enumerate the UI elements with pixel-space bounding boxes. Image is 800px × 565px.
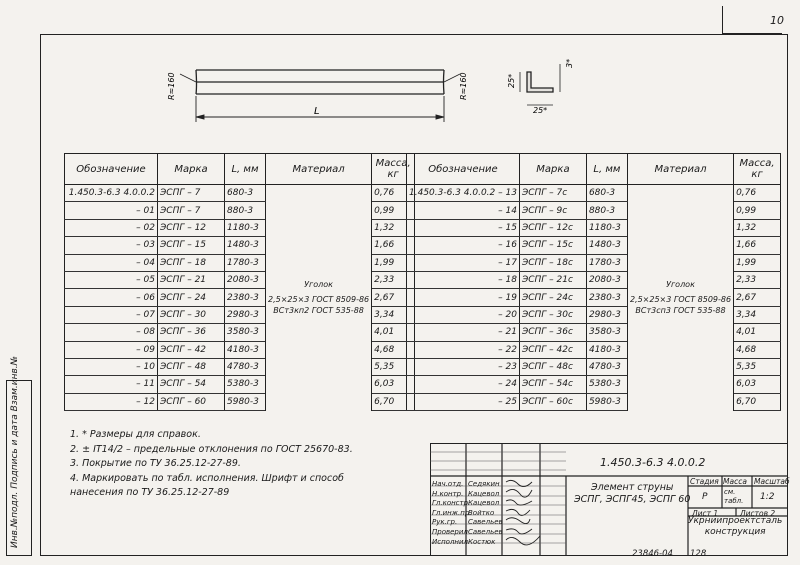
mass-cell: 1,99 [734,254,781,271]
designation-cell: – 24 [407,376,520,393]
mass-cell: 0,76 [734,185,781,202]
length-cell: 2380-3 [225,289,266,306]
note-5: нанесения по ТУ 36.25.12-27-89 [70,487,230,499]
mark-cell: ЭСПГ – 7 [158,185,225,202]
designation-cell: 1.450.3-6.3 4.0.0.2 – 13 [407,185,520,202]
designation-cell: – 05 [65,271,158,288]
length-cell: 1480-3 [225,237,266,254]
designation-cell: – 01 [65,202,158,219]
scale-label: Масштаб [754,477,790,486]
mass-value: см. табл. [724,488,744,505]
mass-cell: 4,01 [372,324,415,341]
designation-cell: – 03 [65,237,158,254]
mark-cell: ЭСПГ – 48 [158,358,225,375]
designation-cell: – 02 [65,219,158,236]
length-cell: 2380-3 [586,289,627,306]
designation-cell: – 07 [65,306,158,323]
mass-cell: 4,68 [734,341,781,358]
designation-cell: – 18 [407,271,520,288]
angle-cross-section [527,72,553,92]
length-cell: 5980-3 [586,393,627,410]
mass-cell: 1,32 [734,219,781,236]
designation-cell: – 11 [65,376,158,393]
designation-cell: – 14 [407,202,520,219]
leg-vertical-label: 25* [507,73,516,88]
spec-table-right [406,153,781,411]
mark-cell: ЭСПГ – 48с [519,358,586,375]
length-cell: 1480-3 [586,237,627,254]
sheets-total: Листов 2 [740,509,776,518]
length-cell: 880-3 [586,202,627,219]
mark-cell: ЭСПГ – 18 [158,254,225,271]
mass-cell: 2,33 [734,271,781,288]
thickness-label: 3* [565,58,574,68]
length-label: L [314,106,320,117]
length-cell: 5380-3 [225,376,266,393]
length-cell: 3580-3 [586,324,627,341]
length-cell: 2080-3 [586,271,627,288]
mark-cell: ЭСПГ – 54 [158,376,225,393]
table-row [407,185,781,202]
mass-cell: 6,70 [372,393,415,410]
length-cell: 1180-3 [225,219,266,236]
mark-cell: ЭСПГ – 7 [158,202,225,219]
header-mark: Марка [158,154,225,185]
length-cell: 5980-3 [225,393,266,410]
radius-left-leader [180,74,196,82]
mark-cell: ЭСПГ – 15 [158,237,225,254]
mass-cell: 3,34 [734,306,781,323]
length-cell: 2980-3 [586,306,627,323]
mass-cell: 5,35 [372,358,415,375]
mark-cell: ЭСПГ – 12 [158,219,225,236]
note-1: 1. * Размеры для справок. [70,429,201,440]
mass-cell: 0,99 [372,202,415,219]
mark-cell: ЭСПГ – 36с [519,324,586,341]
table-row [65,185,415,202]
header-mark: Марка [519,154,586,185]
designation-cell: – 09 [65,341,158,358]
header-material: Материал [266,154,372,185]
mark-cell: ЭСПГ – 42с [519,341,586,358]
mark-cell: ЭСПГ – 60 [158,393,225,410]
organization: Укрниипроектсталь конструкция [688,516,783,537]
page-number: 10 [770,14,784,27]
designation-cell: – 10 [65,358,158,375]
designation-cell: – 19 [407,289,520,306]
mark-cell: ЭСПГ – 24 [158,289,225,306]
designation-cell: – 04 [65,254,158,271]
length-cell: 4180-3 [586,341,627,358]
mark-cell: ЭСПГ – 15с [519,237,586,254]
title-block-names: Седякин Кацевол Кацевол Войтко Савельев Савельев Костюк [468,480,503,546]
mark-cell: ЭСПГ – 7с [519,185,586,202]
header-length: L, мм [225,154,266,185]
designation-cell: – 22 [407,341,520,358]
mass-cell: 6,70 [734,393,781,410]
designation-cell: – 20 [407,306,520,323]
length-cell: 4180-3 [225,341,266,358]
mass-cell: 6,03 [372,376,415,393]
profile-drawing [0,0,800,150]
length-cell: 1180-3 [586,219,627,236]
length-cell: 4780-3 [225,358,266,375]
mass-cell: 5,35 [734,358,781,375]
bottom-code: 23846-04 [632,549,673,559]
length-cell: 4780-3 [586,358,627,375]
mark-cell: ЭСПГ – 12с [519,219,586,236]
header-mass: Масса, кг [734,154,781,185]
designation-cell: – 15 [407,219,520,236]
material-cell: Уголок 2,5×25×3 ГОСТ 8509-86 ВСт3сп3 ГОСТ 535-88 [627,185,733,411]
radius-left-label: R≈160 [167,72,176,100]
length-cell: 2080-3 [225,271,266,288]
material-cell: Уголок 2,5×25×3 ГОСТ 8509-86 ВСт3кп2 ГОСТ 535-88 [266,185,372,411]
spec-table-left [64,153,415,411]
length-cell: 880-3 [225,202,266,219]
title-block-name: Элемент струны ЭСПГ, ЭСПГ45, ЭСПГ 60 [574,482,691,505]
mass-cell: 3,34 [372,306,415,323]
designation-cell: – 08 [65,324,158,341]
mark-cell: ЭСПГ – 30с [519,306,586,323]
designation-cell: – 21 [407,324,520,341]
mass-cell: 0,99 [734,202,781,219]
mark-cell: ЭСПГ – 21 [158,271,225,288]
mark-cell: ЭСПГ – 36 [158,324,225,341]
mark-cell: ЭСПГ – 18с [519,254,586,271]
leg-horizontal-label: 25* [533,106,548,115]
mass-cell: 2,67 [372,289,415,306]
title-block-code: 1.450.3-6.3 4.0.0.2 [600,456,706,469]
designation-cell: – 17 [407,254,520,271]
mark-cell: ЭСПГ – 42 [158,341,225,358]
angle-bar-side-view [196,70,444,94]
designation-cell: – 23 [407,358,520,375]
mass-label: Масса [723,477,747,486]
designation-cell: – 25 [407,393,520,410]
length-cell: 1780-3 [586,254,627,271]
header-length: L, мм [586,154,627,185]
mass-cell: 1,32 [372,219,415,236]
length-cell: 2980-3 [225,306,266,323]
cross-section-dimensions [520,64,560,105]
mark-cell: ЭСПГ – 54с [519,376,586,393]
header-material: Материал [627,154,733,185]
side-stamp-text: Инв.№подл. Подпись и дата Взам.инв.№ [10,355,20,548]
note-3: 3. Покрытие по ТУ 36.25.12-27-89. [70,458,241,470]
designation-cell: – 16 [407,237,520,254]
mass-cell: 2,67 [734,289,781,306]
mark-cell: ЭСПГ – 9с [519,202,586,219]
length-dimension [196,96,444,122]
radius-right-leader [444,74,460,82]
mass-cell: 1,99 [372,254,415,271]
length-cell: 680-3 [586,185,627,202]
mark-cell: ЭСПГ – 30 [158,306,225,323]
mass-cell: 4,68 [372,341,415,358]
mass-cell: 1,66 [372,237,415,254]
length-cell: 1780-3 [225,254,266,271]
radius-right-label: R≈160 [459,72,468,100]
designation-cell: – 12 [65,393,158,410]
notes-block [70,428,353,501]
mark-cell: ЭСПГ – 24с [519,289,586,306]
mass-cell: 6,03 [734,376,781,393]
bottom-number: 128 [690,549,707,559]
sheet-number: Лист 1 [692,509,719,518]
mass-cell: 2,33 [372,271,415,288]
scale-value: 1:2 [760,492,775,502]
mass-cell: 0,76 [372,185,415,202]
mass-cell: 1,66 [734,237,781,254]
mass-cell: 4,01 [734,324,781,341]
length-cell: 3580-3 [225,324,266,341]
note-2: 2. ± IT14/2 – предельные отклонения по ГОСТ 25670-83. [70,443,353,455]
title-block-roles: Нач.отд. Н.контр. Гл.констр. Гл.инж.пр. Рук.гр. Проверил Исполнил [432,480,472,546]
note-4: 4. Маркировать по табл. исполнения. Шрифт и способ [70,472,344,484]
length-cell: 680-3 [225,185,266,202]
mark-cell: ЭСПГ – 21с [519,271,586,288]
stage-label: Стадия [690,477,719,486]
header-designation: Обозначение [65,154,158,185]
header-designation: Обозначение [407,154,520,185]
stage-value: Р [702,492,708,502]
designation-cell: – 06 [65,289,158,306]
header-mass: Масса, кг [372,154,415,185]
designation-cell: 1.450.3-6.3 4.0.0.2 [65,185,158,202]
length-cell: 5380-3 [586,376,627,393]
mark-cell: ЭСПГ – 60с [519,393,586,410]
